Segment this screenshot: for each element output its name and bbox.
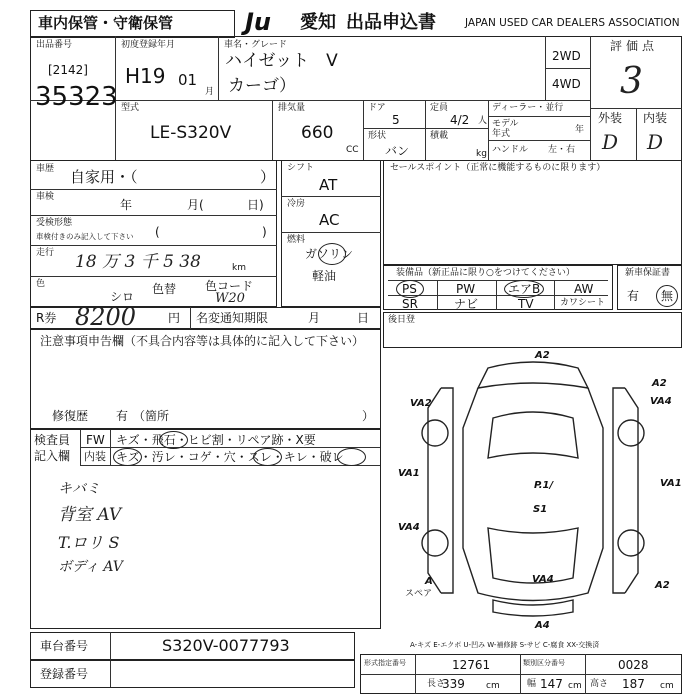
divider bbox=[545, 68, 590, 69]
spec-length-label: 長さ bbox=[427, 679, 446, 689]
equip-airbag-circle bbox=[504, 280, 544, 298]
mileage-unit: km bbox=[232, 263, 246, 273]
capacity-value: 4/2 bbox=[450, 113, 470, 127]
divider bbox=[488, 100, 489, 161]
model-year-unit: 年 bbox=[575, 125, 585, 135]
divider bbox=[437, 280, 438, 310]
damage-mark: A4 bbox=[535, 620, 550, 631]
equip-airbag: エアB bbox=[508, 282, 541, 296]
inspector-row2-label: 内装 bbox=[84, 450, 106, 463]
spec-height-unit: cm bbox=[660, 681, 674, 691]
model-year-label: モデル 年式 bbox=[492, 119, 519, 139]
grade-exterior-value: D bbox=[602, 130, 619, 154]
inspector-row2-text: キズ・汚レ・コゲ・穴・スレ・キレ・破レ bbox=[116, 450, 344, 464]
handwritten-note-2: 背室 AV bbox=[58, 505, 122, 525]
color-label: 色 bbox=[36, 279, 46, 289]
divider bbox=[496, 280, 497, 310]
handwritten-note-1: キバミ bbox=[58, 481, 100, 497]
fuel-label: 燃料 bbox=[287, 235, 306, 245]
divider bbox=[590, 36, 591, 161]
damage-legend: A-キズ E-エクボ U-凹み W-補修跡 S-サビ C-腐食 XX-交換済 bbox=[410, 641, 600, 649]
reg-year: H19 bbox=[125, 64, 166, 88]
model-sub: カーゴ） bbox=[228, 76, 296, 96]
displacement-unit: CC bbox=[346, 145, 359, 155]
reg-month: 01 bbox=[178, 71, 198, 89]
lot-small: [2142] bbox=[48, 63, 88, 77]
shift-label: シフト bbox=[287, 163, 315, 173]
color-change-label: 色替 bbox=[152, 282, 177, 296]
model-name: ハイゼット V bbox=[225, 51, 338, 71]
reg-label: 初度登録年月 bbox=[121, 40, 176, 50]
grade-interior-label: 内装 bbox=[643, 111, 668, 125]
fuel-value: ガソリン bbox=[305, 247, 354, 261]
capacity-label: 定員 bbox=[430, 103, 449, 113]
after-reg-label: 後日登 bbox=[388, 315, 416, 325]
equip-ps: PS bbox=[402, 282, 417, 296]
steering-value: 左・右 bbox=[548, 145, 576, 155]
history-label: 車歴 bbox=[36, 164, 55, 174]
english-name: JAPAN USED CAR DEALERS ASSOCIATION bbox=[465, 17, 680, 29]
damage-mark: A2 bbox=[535, 350, 550, 361]
drive-4wd: 4WD bbox=[552, 77, 581, 91]
reg-month-unit: 月 bbox=[205, 87, 215, 97]
type-value: LE-S320V bbox=[150, 123, 232, 143]
capacity-unit: 人 bbox=[478, 116, 488, 126]
handwritten-note-4: ボディ AV bbox=[58, 559, 123, 575]
divider bbox=[554, 280, 555, 310]
divider bbox=[218, 36, 219, 100]
receipt-note: 車検付きのみ記入して下さい bbox=[36, 232, 134, 241]
inspection-label: 車検 bbox=[36, 192, 55, 202]
chassis-value: S320V-0077793 bbox=[162, 636, 290, 655]
displacement-label: 排気量 bbox=[278, 103, 306, 113]
ju-logo: Ju bbox=[245, 8, 272, 36]
spec-height-label: 高さ bbox=[590, 679, 609, 689]
divider bbox=[363, 128, 488, 129]
equip-navi: ナビ bbox=[454, 297, 479, 311]
spec-category-value: 0028 bbox=[618, 658, 649, 672]
inspection-day: 日) bbox=[247, 198, 264, 212]
color-value: シロ bbox=[110, 290, 135, 304]
shift-value: AT bbox=[319, 176, 338, 194]
color-code-label: 色コード bbox=[205, 279, 254, 293]
divider bbox=[110, 430, 111, 466]
fuel-circle bbox=[318, 243, 346, 265]
divider bbox=[30, 189, 277, 190]
warranty-label: 新車保証書 bbox=[625, 268, 671, 278]
repair-label: 修復歴 bbox=[52, 409, 89, 423]
recycle-label: R券 bbox=[36, 311, 57, 325]
dealer-label: ディーラー・並行 bbox=[492, 103, 564, 113]
equip-pw: PW bbox=[456, 282, 476, 296]
divider bbox=[585, 654, 586, 694]
history-value: 自家用・（ bbox=[70, 168, 138, 186]
damage-mark: A2 bbox=[652, 378, 667, 389]
warranty-yes: 有 bbox=[627, 289, 640, 303]
mark-circle bbox=[253, 448, 282, 466]
spec-category-label: 類別区分番号 bbox=[523, 659, 565, 667]
spec-length-value: 339 bbox=[442, 677, 465, 691]
damage-mark: A bbox=[425, 576, 433, 587]
equip-sr: SR bbox=[402, 297, 418, 311]
fuel-alt: 軽油 bbox=[312, 269, 337, 283]
repair-value: 有 bbox=[116, 409, 129, 423]
mileage-label: 走行 bbox=[36, 248, 55, 258]
spec-height-value: 187 bbox=[622, 677, 645, 691]
chassis-label: 車台番号 bbox=[40, 639, 89, 653]
warranty-no: 無 bbox=[661, 289, 674, 303]
divider bbox=[363, 100, 364, 161]
reg-number-label: 登録番号 bbox=[40, 667, 89, 681]
receipt-open: ( bbox=[155, 225, 160, 239]
damage-mark: S1 bbox=[533, 504, 548, 515]
divider bbox=[388, 280, 608, 281]
grade-label: 評価点 bbox=[610, 39, 659, 53]
color-code-value: W20 bbox=[215, 291, 245, 306]
divider bbox=[281, 232, 381, 233]
top-grid bbox=[30, 36, 682, 161]
shape-value: バン bbox=[385, 144, 410, 158]
grade-interior-value: D bbox=[647, 130, 664, 154]
load-label: 積載 bbox=[430, 131, 449, 141]
spec-type-value: 12761 bbox=[452, 658, 491, 672]
divider bbox=[30, 245, 277, 246]
lot-number: 35323 bbox=[35, 82, 118, 112]
name-change-month: 月 bbox=[308, 311, 321, 325]
doors-value: 5 bbox=[392, 113, 400, 127]
divider bbox=[30, 215, 277, 216]
inspector-label-2: 記入欄 bbox=[34, 449, 71, 463]
damage-mark: VA2 bbox=[410, 398, 432, 409]
lot-label: 出品番号 bbox=[36, 40, 73, 50]
load-unit: kg bbox=[476, 149, 487, 159]
ac-label: 冷房 bbox=[287, 199, 306, 209]
inspector-row1-text: キズ・飛石・ヒビ割・リペア跡・X要 bbox=[116, 433, 316, 447]
recycle-unit: 円 bbox=[168, 311, 181, 325]
form-title: 出品申込書 bbox=[346, 12, 436, 33]
divider bbox=[488, 116, 590, 117]
model-label: 車名・グレード bbox=[224, 40, 288, 50]
notes-label: 注意事項申告欄（不具合内容等は具体的に記入して下さい） bbox=[40, 334, 365, 348]
divider bbox=[80, 430, 81, 466]
storage-note: 車内保管・守衛保管 bbox=[38, 14, 174, 32]
recycle-value: 8200 bbox=[75, 303, 137, 331]
damage-mark: VA4 bbox=[650, 396, 672, 407]
damage-mark: VA4 bbox=[398, 522, 420, 533]
damage-mark: A2 bbox=[655, 580, 670, 591]
inspector-label-1: 検査員 bbox=[34, 433, 71, 447]
steering-label: ハンドル bbox=[492, 145, 529, 155]
divider bbox=[520, 654, 521, 694]
repair-location-close: ） bbox=[362, 409, 375, 423]
grade-score: 3 bbox=[620, 61, 643, 102]
spec-width-value: 147 bbox=[540, 677, 563, 691]
repair-location-label: （箇所 bbox=[133, 409, 170, 423]
mark-circle bbox=[113, 448, 142, 466]
doors-label: ドア bbox=[368, 103, 386, 113]
divider bbox=[190, 307, 191, 329]
spec-width-unit: cm bbox=[568, 681, 582, 691]
divider bbox=[360, 674, 682, 675]
spec-length-unit: cm bbox=[486, 681, 500, 691]
org-name: 愛知 bbox=[300, 12, 336, 33]
mileage-value: 18 万 3 千 5 38 bbox=[75, 252, 201, 272]
history-close: ） bbox=[260, 168, 276, 186]
spec-width-label: 幅 bbox=[527, 679, 537, 689]
warranty-no-circle bbox=[656, 285, 678, 307]
receipt-close: ) bbox=[262, 225, 267, 239]
divider bbox=[30, 276, 277, 277]
receipt-label: 受検形態 bbox=[36, 218, 73, 228]
shape-label: 形状 bbox=[368, 131, 387, 141]
divider bbox=[636, 108, 637, 161]
divider bbox=[488, 140, 590, 141]
damage-mark: P.1/ bbox=[534, 480, 554, 491]
damage-mark: VA1 bbox=[398, 468, 420, 479]
mark-circle bbox=[337, 448, 366, 466]
spare-label: スペア bbox=[405, 589, 433, 599]
ac-value: AC bbox=[319, 211, 340, 229]
name-change-label: 名変通知期限 bbox=[196, 311, 269, 325]
displacement-value: 660 bbox=[301, 123, 334, 143]
after-reg-box bbox=[383, 312, 682, 348]
name-change-day: 日 bbox=[357, 311, 370, 325]
handwritten-note-3: T.ロリ S bbox=[58, 533, 120, 552]
drive-2wd: 2WD bbox=[552, 49, 581, 63]
divider bbox=[272, 100, 273, 161]
inspection-year: 年 bbox=[120, 198, 133, 212]
equip-leather: カワシート bbox=[560, 298, 606, 308]
divider bbox=[415, 654, 416, 694]
sales-point-box bbox=[383, 160, 682, 265]
damage-mark: VA4 bbox=[532, 574, 554, 585]
sales-point-label: セールスポイント（正常に機能するものに限ります） bbox=[390, 163, 606, 173]
inspector-row1-label: FW bbox=[86, 433, 105, 447]
damage-mark: VA1 bbox=[660, 478, 682, 489]
divider bbox=[425, 100, 426, 161]
equip-tv: TV bbox=[518, 297, 534, 311]
equipment-label: 装備品（新正品に限り○をつけてください） bbox=[396, 268, 575, 278]
mark-circle bbox=[159, 431, 188, 449]
equip-ps-circle bbox=[396, 280, 424, 298]
grade-exterior-label: 外装 bbox=[598, 111, 623, 125]
divider bbox=[281, 196, 381, 197]
equip-aw: AW bbox=[574, 282, 594, 296]
inspection-month: 月( bbox=[187, 198, 204, 212]
spec-type-label: 形式指定番号 bbox=[364, 659, 406, 667]
type-label: 型式 bbox=[121, 103, 140, 113]
